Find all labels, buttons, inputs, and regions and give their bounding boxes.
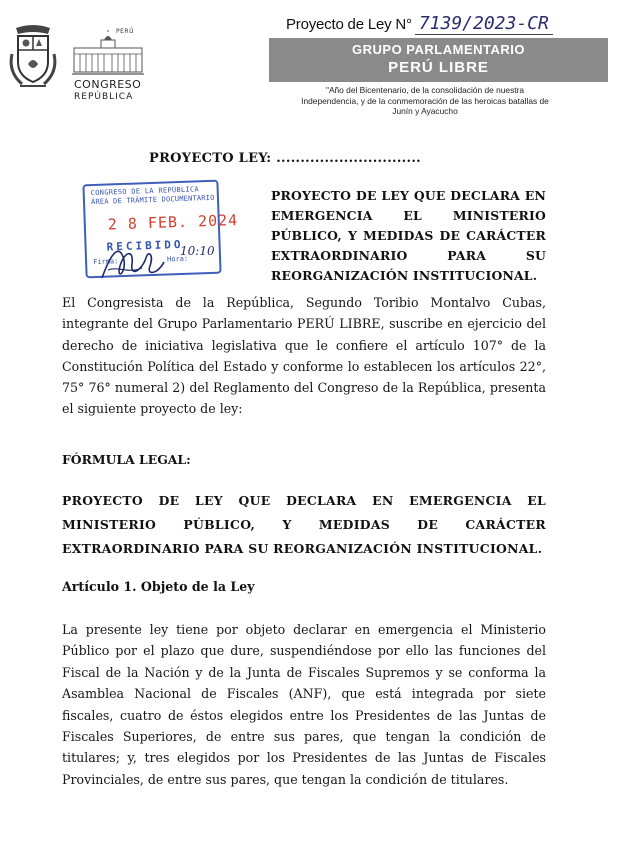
stamp-received: RECIBIDO [106, 237, 184, 254]
intro-paragraph: El Congresista de la República, Segundo Toribio Montalvo Cubas, integrante del Grupo Parlamentario PERÚ LIBRE, suscribe en ejercicio del derecho de iniciativa legislativa que le confiere el artículo 107° de la Constitución Política del Estado y conforme lo establecen los artículos 22°, 75° 76° numeral 2) del Reglamento del Congreso de la República, presenta el siguiente proyecto de ley: [62, 295, 546, 417]
year-motto: "Año del Bicentenario, de la consolidación de nuestra Independencia, y de la conmemoración de las heroicas batallas de Junín y Ayacucho [301, 85, 549, 116]
logo-small-text: PERÚ [116, 28, 134, 35]
proyecto-ley-line: PROYECTO LEY: .............................. [149, 151, 421, 166]
main-title: PROYECTO DE LEY QUE DECLARA EN EMERGENCIA EL MINISTERIO PÚBLICO, Y MEDIDAS DE CARÁCTER EXTRAORDINARIO PARA SU REORGANIZACIÓN INSTITUCIONAL. [62, 493, 546, 556]
proyecto-number-line [286, 13, 586, 35]
logo-congreso-text: CONGRESO [74, 78, 142, 91]
signature-icon [98, 240, 178, 284]
stamp-date: 2 8 FEB. 2024 [107, 210, 239, 234]
banner-line2: PERÚ LIBRE [388, 59, 489, 76]
stamp-hora-label: Hora: [166, 254, 189, 264]
article-1-body: La presente ley tiene por objeto declarar en emergencia el Ministerio Público por el plazo que dure, suspendiéndose por ello las funciones del Fiscal de la Nación y de la Junta de Fiscales Supremos y se conforma la Asamblea Nacional de Fiscales (ANF), que está integrada por siete fiscales, cuatro de éstos elegidos entre los Presidentes de las Juntas de Fiscales Superiores, de entre sus pares, que tengan la condición de titulares; y, tres elegidos por los Presidentes de las Juntas de Fiscales Provinciales, de entre sus pares, que tengan la condición de titulares. [62, 622, 546, 787]
stamp-area: ÁREA DE TRÁMITE DOCUMENTARIO [90, 193, 215, 207]
coat-of-arms-icon [8, 24, 58, 90]
stamp-firma-label: Firma: [92, 257, 119, 267]
stamp-handwritten-time: 10:10 [180, 244, 215, 258]
proyecto-label: Proyecto de Ley N° [286, 16, 412, 33]
banner-line1: GRUPO PARLAMENTARIO [352, 42, 525, 57]
congreso-logo [70, 28, 146, 106]
side-title: PROYECTO DE LEY QUE DECLARA EN EMERGENCIA EL MINISTERIO PÚBLICO, Y MEDIDAS DE CARÁCTER EXTRAORDINARIO PARA SU REORGANIZACIÓN INSTITUCIONAL. [271, 188, 546, 283]
congress-building-icon [70, 30, 146, 78]
grupo-parlamentario-banner [269, 38, 608, 82]
logo-republica-text: REPÚBLICA [74, 92, 134, 102]
stamp-institution: CONGRESO DE LA REPÚBLICA [90, 185, 200, 198]
proyecto-number: 7139/2023-CR [415, 13, 553, 35]
reception-stamp [84, 182, 239, 282]
formula-legal-heading: FÓRMULA LEGAL: [62, 452, 191, 467]
article-1-heading: Artículo 1. Objeto de la Ley [62, 579, 255, 594]
